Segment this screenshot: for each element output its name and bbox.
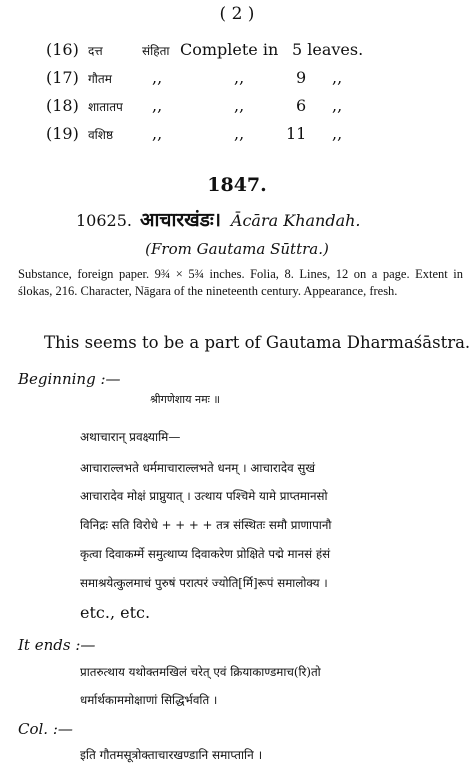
catalogue-number: 10625. (76, 211, 132, 230)
entry-col4: 9 (296, 68, 307, 87)
title-roman: Ācāra Khandah. (230, 211, 361, 230)
section-heading: 1847. (207, 174, 267, 196)
entry-number: (16) (46, 40, 79, 59)
colophon-label: Col. :— (18, 720, 73, 738)
ends-label: It ends :— (18, 636, 96, 654)
entry-col3: ,, (234, 96, 245, 115)
entry-col2: संहिता (142, 44, 170, 58)
text-line: अथाचारान् प्रवक्ष्यामि— (80, 430, 181, 444)
entry-number: (17) (46, 68, 79, 87)
entry-col5: ,, (332, 68, 343, 87)
source-note: (From Gautama Sūttra.) (145, 240, 329, 258)
text-line: etc., etc. (80, 603, 151, 622)
list-item (46, 124, 466, 146)
beginning-label: Beginning :— (18, 370, 121, 388)
entry-col5: ,, (332, 96, 343, 115)
text-line: इति गौतमसूत्रोक्ताचारखण्डानि समाप्तानि । (80, 748, 263, 762)
entry-col3: ,, (234, 68, 245, 87)
text-line: प्रातरुत्थाय यथोक्तमखिलं चरेत् एवं क्रियाकाण्डमाच(रि)तो (80, 665, 321, 679)
entry-col2: ,, (152, 124, 163, 143)
entry-title: दत्त (88, 44, 103, 58)
text-line: धर्मार्थकाममोक्षाणां सिद्धिर्भवति । (80, 693, 218, 707)
text-line: समाश्रयेत्कुलमाचं पुरुषं परात्परं ज्योति[र्मि]रूपं समालोक्य । (80, 576, 328, 590)
catalogue-entry (76, 206, 361, 232)
list-item (46, 68, 466, 90)
entry-col5: ,, (332, 124, 343, 143)
entry-col3: Complete in (180, 40, 279, 59)
entry-col4: 6 (296, 96, 307, 115)
description: Substance, foreign paper. 9¾ × 5¾ inches. Folia, 8. Lines, 12 on a page. Extent in ślokas, 216. Character, Nāgara of the nineteenth century. Appearance, fresh. (18, 267, 463, 298)
entry-col4: 5 leaves. (292, 40, 364, 59)
list-item (46, 40, 466, 62)
entry-title: गौतम (88, 72, 112, 86)
page-number: ( 2 ) (219, 4, 255, 24)
text-line: कृत्वा दिवाकर्म्मे समुत्थाप्य दिवाकरेण प्रोक्षिते पद्मे मानसं हंसं (80, 547, 331, 561)
entry-col4: 11 (286, 124, 307, 143)
list-item (46, 96, 466, 118)
text-line: आचाराल्लभते धर्ममाचाराल्लभते धनम् । आचारादेव सुखं (80, 461, 316, 475)
text-line: श्रीगणेशाय नमः ॥ (150, 393, 220, 406)
text-line: विनिद्रः सति विरोधे + + + + तत्र संस्थितः समौ प्राणापानौ (80, 518, 332, 532)
text-line: आचारादेव मोक्षं प्राप्नुयात् । उत्थाय पश्चिमे यामे प्राप्तमानसो (80, 489, 328, 503)
entry-col2: ,, (152, 68, 163, 87)
note: This seems to be a part of Gautama Dharmaśāstra. (44, 333, 471, 352)
entry-number: (19) (46, 124, 79, 143)
entry-number: (18) (46, 96, 79, 115)
entry-title: शातातप (88, 100, 123, 114)
entry-title: वशिष्ठ (88, 128, 114, 142)
title-devanagari: आचारखंडः। (139, 209, 221, 231)
entry-col3: ,, (234, 124, 245, 143)
entry-col2: ,, (152, 96, 163, 115)
